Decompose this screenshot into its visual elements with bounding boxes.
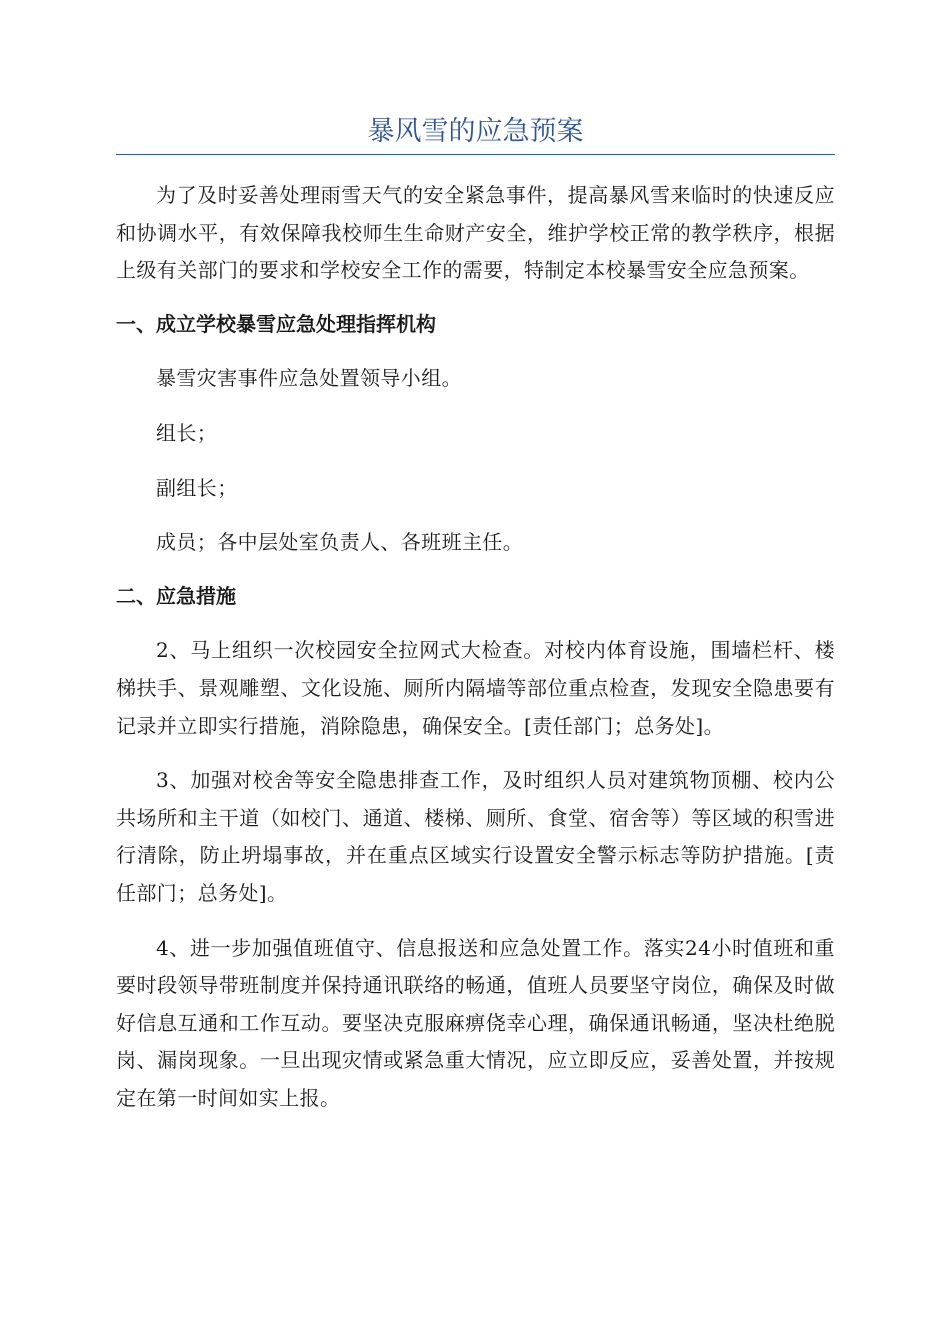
section-heading-command: 一、成立学校暴雪应急处理指挥机构	[116, 311, 436, 336]
section-heading-measures: 二、应急措施	[116, 583, 236, 608]
group-leader-line: 组长；	[156, 420, 218, 445]
measure-paragraph: 2、马上组织一次校园安全拉网式大检查。对校内体育设施，围墙栏杆、楼梯扶手、景观雕塑、文化设施、厕所内隔墙等部位重点检查，发现安全隐患要有记录并立即实行措施，消除隐患，确保安全。[责任部门；总务处]。	[116, 638, 835, 738]
document-title: 暴风雪的应急预案	[116, 112, 835, 155]
document-page	[116, 112, 835, 1117]
measure-paragraph: 3、加强对校舍等安全隐患排查工作，及时组织人员对建筑物顶棚、校内公共场所和主干道（如校门、通道、楼梯、厕所、食堂、宿舍等）等区域的积雪进行清除，防止坍塌事故，并在重点区域实行设置安全警示标志等防护措施。[责任部门；总务处]。	[116, 768, 835, 905]
deputy-leader-line: 副组长；	[156, 475, 238, 500]
measure-paragraph: 4、进一步加强值班值守、信息报送和应急处置工作。落实24小时值班和重要时段领导带班制度并保持通讯联络的畅通，值班人员要坚守岗位，确保及时做好信息互通和工作互动。要坚决克服麻痹侥幸心理，确保通讯畅通，坚决杜绝脱岗、漏岗现象。一旦出现灾情或紧急重大情况，应立即反应，妥善处置，并按规定在第一时间如实上报。	[116, 935, 835, 1110]
leadership-group-line: 暴雪灾害事件应急处置领导小组。	[156, 366, 462, 391]
members-line: 成员；各中层处室负责人、各班班主任。	[156, 530, 524, 555]
intro-paragraph: 为了及时妥善处理雨雪天气的安全紧急事件，提高暴风雪来临时的快速反应和协调水平，有效保障我校师生生命财产安全，维护学校正常的教学秩序，根据上级有关部门的要求和学校安全工作的需要，特制定本校暴雪安全应急预案。	[116, 183, 835, 283]
